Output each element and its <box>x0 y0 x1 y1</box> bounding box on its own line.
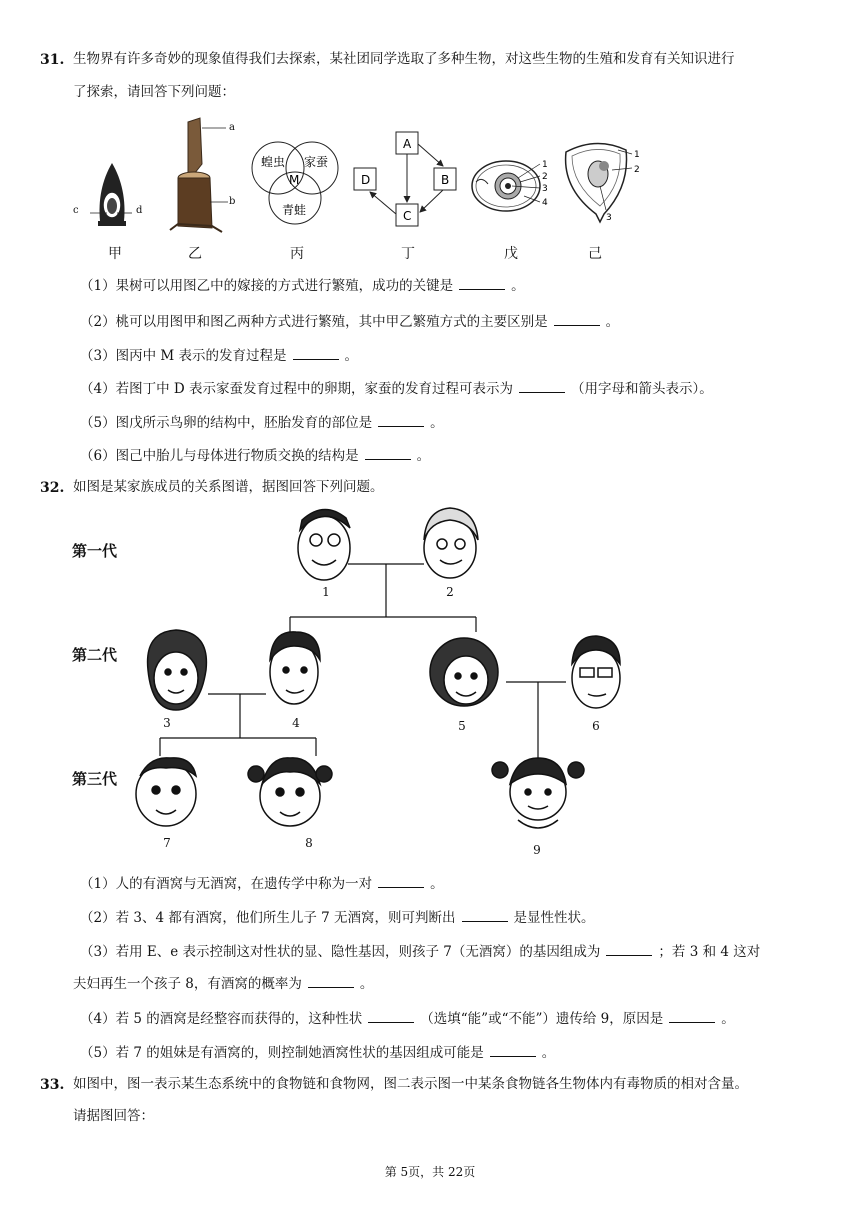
question-31-intro-line2: 了探索，请回答下列问题： <box>73 84 235 100</box>
q31-item-2-text: （2）桃可以用图甲和图乙两种方式进行繁殖，其中甲乙繁殖方式的主要区别是 <box>80 314 548 330</box>
q32-item-3-cont <box>73 972 373 992</box>
q32-item-3-tail: ；若 3 和 4 这对 <box>658 944 761 960</box>
q32-item-3 <box>80 940 760 960</box>
answer-blank[interactable] <box>378 873 424 888</box>
q31-item-2 <box>80 310 619 330</box>
q31-item-1-text: （1）果树可以用图乙中的嫁接的方式进行繁殖，成功的关键是 <box>80 278 454 294</box>
figure-label-wu: 戊 <box>504 246 518 262</box>
member-2-face <box>424 508 478 578</box>
family-pedigree-chart <box>130 500 650 860</box>
cycle-label-d: D <box>361 173 371 187</box>
question-33-line2: 请据图回答： <box>73 1108 154 1124</box>
question-32-number: 32. <box>40 480 65 496</box>
member-number-7: 7 <box>163 836 171 850</box>
q32-item-2-text: （2）若 3、4 都有酒窝，他们所生儿子 7 无酒窝，则可判断出 <box>80 910 456 926</box>
q31-item-5-text: （5）图戊所示鸟卵的结构中，胚胎发育的部位是 <box>80 415 373 431</box>
q32-item-2-tail: 是显性性状。 <box>513 910 595 926</box>
fig-yi-label-b: b <box>229 196 236 207</box>
q32-item-5 <box>80 1041 555 1061</box>
generation-label-1: 第一代 <box>72 542 118 560</box>
answer-blank[interactable] <box>293 345 339 360</box>
figure-label-jia: 甲 <box>108 246 122 262</box>
q32-item-3-cont-text: 夫妇再生一个孩子 8，有酒窝的概率为 <box>73 976 302 992</box>
venn-label-left: 蝗虫 <box>261 155 286 169</box>
q32-item-4 <box>80 1007 735 1027</box>
answer-blank[interactable] <box>606 941 652 956</box>
member-number-3: 3 <box>163 716 171 730</box>
egg-number-1: 1 <box>542 160 548 170</box>
question-33-number: 33. <box>40 1077 65 1093</box>
question-31-intro-line1: 生物界有许多奇妙的现象值得我们去探索，某社团同学选取了多种生物，对这些生物的生殖和发育有关知识进行 <box>73 51 735 67</box>
egg-number-3: 3 <box>542 184 548 194</box>
question-32-intro: 如图是某家族成员的关系图谱，据图回答下列问题。 <box>73 479 384 495</box>
member-number-8: 8 <box>305 836 313 850</box>
venn-label-bottom: 青蛙 <box>282 203 307 217</box>
q31-item-1-tail: 。 <box>511 278 525 294</box>
uterus-number-3: 3 <box>606 213 612 223</box>
answer-blank[interactable] <box>378 412 424 427</box>
figure-label-bing: 丙 <box>290 246 304 262</box>
q31-item-6-text: （6）图己中胎儿与母体进行物质交换的结构是 <box>80 448 359 464</box>
egg-number-4: 4 <box>542 198 548 208</box>
member-3-face <box>148 630 207 710</box>
cycle-label-a: A <box>403 137 412 151</box>
answer-blank[interactable] <box>462 907 508 922</box>
uterus-number-2: 2 <box>634 165 640 175</box>
generation-label-2: 第二代 <box>72 646 118 664</box>
figure-label-yi: 乙 <box>188 246 202 262</box>
figure-bing-venn-diagram <box>240 136 350 232</box>
q31-item-5 <box>80 411 444 431</box>
fig-jia-label-c: c <box>73 205 79 216</box>
q32-item-4-tail: 。 <box>721 1011 735 1027</box>
answer-blank[interactable] <box>554 311 600 326</box>
q32-item-5-text: （5）若 7 的姐妹是有酒窝的，则控制她酒窝性状的基因组成可能是 <box>80 1045 484 1061</box>
member-number-6: 6 <box>592 719 600 733</box>
q32-item-4-middle: （选填“能”或“不能”）遗传给 9，原因是 <box>420 1011 664 1027</box>
q32-item-3-text: （3）若用 E、e 表示控制这对性状的显、隐性基因，则孩子 7（无酒窝）的基因组成为 <box>80 944 601 960</box>
venn-label-right: 家蚕 <box>304 155 329 169</box>
q31-item-3-tail: 。 <box>344 348 358 364</box>
q31-item-6 <box>80 444 430 464</box>
fig-jia-label-d: d <box>136 205 143 216</box>
uterus-number-1: 1 <box>634 150 640 160</box>
egg-number-2: 2 <box>542 172 548 182</box>
q31-item-1 <box>80 274 525 294</box>
member-5-face <box>430 638 498 706</box>
q32-item-3-cont-tail: 。 <box>359 976 374 992</box>
q32-item-1 <box>80 872 444 892</box>
cycle-label-b: B <box>441 173 450 187</box>
answer-blank[interactable] <box>519 378 565 393</box>
fig-yi-label-a: a <box>229 122 235 133</box>
member-6-face <box>572 636 620 708</box>
answer-blank[interactable] <box>490 1042 536 1057</box>
member-number-1: 1 <box>322 585 330 599</box>
figure-wu-egg-diagram <box>468 152 558 218</box>
member-1-face <box>298 509 350 580</box>
figure-ji-uterus-diagram <box>556 140 646 228</box>
figure-ding-cycle-diagram <box>350 130 466 230</box>
member-number-2: 2 <box>446 585 454 599</box>
q31-item-4-text: （4）若图丁中 D 表示家蚕发育过程中的卵期，家蚕的发育过程可表示为 <box>80 381 513 397</box>
answer-blank[interactable] <box>308 973 354 988</box>
member-number-9: 9 <box>533 843 541 857</box>
figure-jia-seed-diagram <box>72 155 152 235</box>
question-33-line1: 如图中，图一表示某生态系统中的食物链和食物网，图二表示图一中某条食物链各生物体内有毒物质的相对含量。 <box>73 1076 748 1092</box>
generation-label-3: 第三代 <box>72 770 118 788</box>
q31-item-4 <box>80 377 713 397</box>
figure-label-ding: 丁 <box>401 246 415 262</box>
answer-blank[interactable] <box>368 1008 414 1023</box>
answer-blank[interactable] <box>365 445 411 460</box>
cycle-label-c: C <box>403 209 412 223</box>
q32-item-5-tail: 。 <box>541 1045 556 1061</box>
member-7-face <box>136 758 196 826</box>
figure-yi-grafting-diagram <box>168 114 248 236</box>
q31-item-3-text: （3）图丙中 M 表示的发育过程是 <box>80 348 287 364</box>
q32-item-1-text: （1）人的有酒窝与无酒窝，在遗传学中称为一对 <box>80 876 373 892</box>
q32-item-4-text: （4）若 5 的酒窝是经整容而获得的，这种性状 <box>80 1011 363 1027</box>
member-number-4: 4 <box>292 716 300 730</box>
member-4-face <box>270 632 320 704</box>
answer-blank[interactable] <box>669 1008 715 1023</box>
answer-blank[interactable] <box>459 275 505 290</box>
member-number-5: 5 <box>458 719 466 733</box>
q31-item-3 <box>80 344 358 364</box>
q31-item-2-tail: 。 <box>605 314 620 330</box>
q31-item-4-tail: （用字母和箭头表示）。 <box>571 381 713 397</box>
venn-label-center: M <box>289 173 300 187</box>
q32-item-2 <box>80 906 595 926</box>
page-footer: 第 5页，共 22页 <box>384 1165 476 1179</box>
q32-item-1-tail: 。 <box>430 876 444 892</box>
q31-item-6-tail: 。 <box>416 448 431 464</box>
question-31-number: 31. <box>40 52 65 68</box>
member-8-face <box>248 758 332 826</box>
member-9-face <box>492 758 584 828</box>
figure-label-ji: 己 <box>588 246 602 262</box>
q31-item-5-tail: 。 <box>430 415 444 431</box>
